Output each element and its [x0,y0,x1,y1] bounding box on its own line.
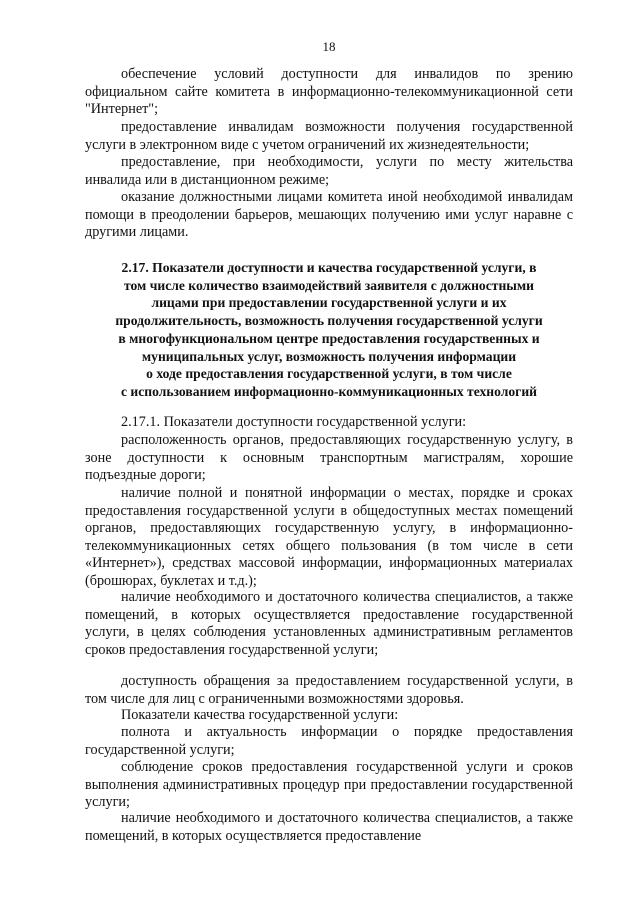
heading-line: в многофункциональном центре предоставления государственных и [118,330,540,346]
heading-line: 2.17. Показатели доступности и качества государственной услуги, в [121,260,537,275]
paragraph: оказание должностными лицами комитета иной необходимой инвалидам помощи в преодолении барьеров, мешающих получению ими услуг наравне с другими лицами. [85,189,573,241]
paragraph: обеспечение условий доступности для инвалидов по зрению официальном сайте комитета в информационно-телекоммуникационной сети "Интернет"; [85,66,573,118]
heading-line: лицами при предоставлении государственной услуги и их [151,295,507,311]
paragraph: наличие необходимого и достаточного количества специалистов, а также помещений, в которых осуществляется предоставление государственной услуги, в целях соблюдения установленных административным регламентов сроков предоставления государственной услуги; [85,589,573,658]
paragraph: соблюдение сроков предоставления государственной услуги и сроков выполнения административных процедур при предоставлении государственной услуги; [85,759,573,811]
paragraph: доступность обращения за предоставлением государственной услуги, в том числе для лиц с ограниченными возможностями здоровья. [85,673,573,707]
paragraph: Показатели качества государственной услуги: [121,707,399,723]
paragraph: расположенность органов, предоставляющих государственную услугу, в зоне доступности к основным транспортным магистралям, хорошие подъездные дороги; [85,432,573,484]
heading-line: продолжительность, возможность получения государственной услуги [115,313,543,329]
paragraph: предоставление, при необходимости, услуги по месту жительства инвалида или в дистанционном режиме; [85,154,573,188]
paragraph: наличие полной и понятной информации о местах, порядке и сроках предоставления государственной услуги в общедоступных местах помещений органов, предоставляющих государственную услугу, в информационно-телекоммуникационных сетях общего пользования (в том числе в сети «Интернет»), средствах массовой информации, информационных материалах (брошюрах, буклетах и т.д.); [85,485,573,589]
heading-line: о ходе предоставления государственной услуги, в том числе [146,366,512,382]
paragraph: 2.17.1. Показатели доступности государственной услуги: [121,414,467,430]
page-number: 18 [322,39,336,54]
heading-line: том числе количество взаимодействий заявителя с должностными [124,277,534,293]
paragraph: наличие необходимого и достаточного количества специалистов, а также помещений, в которых осуществляется предоставление [85,810,573,844]
paragraph: полнота и актуальность информации о порядке предоставления государственной услуги; [85,724,573,758]
heading-line: муниципальных услуг, возможность получения информации [141,348,517,364]
heading-line: с использованием информационно-коммуникационных технологий [120,383,537,399]
section-heading [85,259,573,401]
paragraph: предоставление инвалидам возможности получения государственной услуги в электронном виде с учетом ограничений их жизнедеятельности; [85,119,573,153]
